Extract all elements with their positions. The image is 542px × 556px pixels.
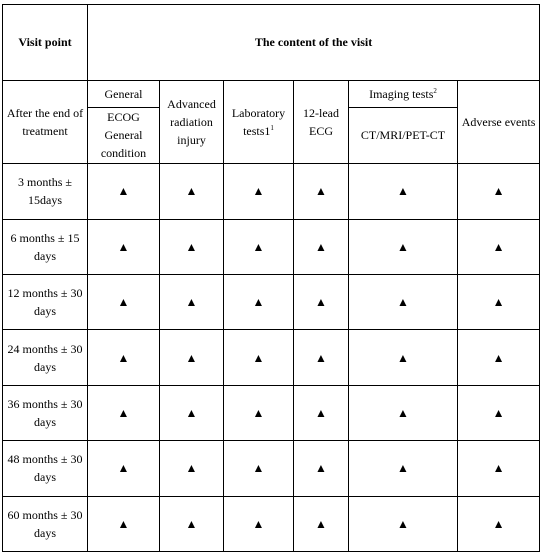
imaging-tests-label: Imaging tests (369, 86, 434, 101)
laboratory-tests-mark: ▲ (224, 385, 294, 440)
imaging-tests-footnote: 2 (433, 86, 437, 95)
table-row (3, 164, 540, 219)
imaging-tests-mark: ▲ (349, 496, 458, 551)
ecg-mark: ▲ (294, 441, 349, 496)
visit-schedule-table (2, 4, 540, 552)
visit-time-cell: 3 months ± 15days (3, 164, 88, 219)
laboratory-tests-mark: ▲ (224, 330, 294, 385)
table-row (3, 274, 540, 329)
header-row (3, 5, 540, 81)
laboratory-tests-mark: ▲ (224, 496, 294, 551)
adverse-events-mark: ▲ (458, 274, 540, 329)
laboratory-tests-header (224, 80, 294, 164)
adverse-events-mark: ▲ (458, 330, 540, 385)
laboratory-tests-mark: ▲ (224, 274, 294, 329)
visit-point-header: Visit point (3, 5, 88, 81)
adverse-events-mark: ▲ (458, 496, 540, 551)
table-row (3, 219, 540, 274)
general-mark: ▲ (88, 496, 160, 551)
general-mark: ▲ (88, 441, 160, 496)
general-header: General (88, 80, 160, 107)
visit-time-cell: 36 months ± 30 days (3, 385, 88, 440)
adverse-events-header: Adverse events (458, 80, 540, 164)
ecg-mark: ▲ (294, 496, 349, 551)
general-mark: ▲ (88, 330, 160, 385)
laboratory-tests-mark: ▲ (224, 219, 294, 274)
adverse-events-mark: ▲ (458, 385, 540, 440)
imaging-tests-mark: ▲ (349, 219, 458, 274)
advanced-radiation-injury-mark: ▲ (160, 274, 224, 329)
imaging-tests-mark: ▲ (349, 330, 458, 385)
ecg-header: 12-lead ECG (294, 80, 349, 164)
imaging-modalities-header: CT/MRI/PET-CT (349, 107, 458, 163)
ecg-mark: ▲ (294, 274, 349, 329)
laboratory-tests-mark: ▲ (224, 441, 294, 496)
advanced-radiation-injury-mark: ▲ (160, 330, 224, 385)
imaging-tests-mark: ▲ (349, 385, 458, 440)
imaging-tests-header (349, 80, 458, 107)
laboratory-tests-mark: ▲ (224, 164, 294, 219)
visit-content-header: The content of the visit (88, 5, 540, 81)
advanced-radiation-injury-mark: ▲ (160, 496, 224, 551)
laboratory-tests-footnote: 1 (270, 123, 274, 132)
visit-time-cell: 60 months ± 30 days (3, 496, 88, 551)
advanced-radiation-injury-header: Advanced radiation injury (160, 80, 224, 164)
visit-rows (3, 164, 540, 552)
visit-time-cell: 12 months ± 30 days (3, 274, 88, 329)
visit-time-cell: 48 months ± 30 days (3, 441, 88, 496)
ecg-mark: ▲ (294, 164, 349, 219)
imaging-tests-mark: ▲ (349, 274, 458, 329)
table-row (3, 330, 540, 385)
visit-schedule-container (2, 4, 539, 552)
laboratory-tests-label: Laboratory tests1 (231, 105, 286, 138)
imaging-tests-mark: ▲ (349, 441, 458, 496)
ecg-mark: ▲ (294, 330, 349, 385)
general-mark: ▲ (88, 385, 160, 440)
ecg-mark: ▲ (294, 219, 349, 274)
table-row (3, 385, 540, 440)
subheader-row-top (3, 80, 540, 107)
general-mark: ▲ (88, 164, 160, 219)
ecog-general-condition-header: ECOG General condition (88, 107, 160, 163)
table-row (3, 496, 540, 551)
visit-time-cell: 6 months ± 15 days (3, 219, 88, 274)
after-end-of-treatment-header: After the end of treatment (3, 80, 88, 164)
table-row (3, 441, 540, 496)
advanced-radiation-injury-mark: ▲ (160, 441, 224, 496)
advanced-radiation-injury-mark: ▲ (160, 164, 224, 219)
advanced-radiation-injury-mark: ▲ (160, 385, 224, 440)
general-mark: ▲ (88, 219, 160, 274)
advanced-radiation-injury-mark: ▲ (160, 219, 224, 274)
imaging-tests-mark: ▲ (349, 164, 458, 219)
adverse-events-mark: ▲ (458, 219, 540, 274)
visit-time-cell: 24 months ± 30 days (3, 330, 88, 385)
adverse-events-mark: ▲ (458, 164, 540, 219)
adverse-events-mark: ▲ (458, 441, 540, 496)
general-mark: ▲ (88, 274, 160, 329)
ecg-mark: ▲ (294, 385, 349, 440)
